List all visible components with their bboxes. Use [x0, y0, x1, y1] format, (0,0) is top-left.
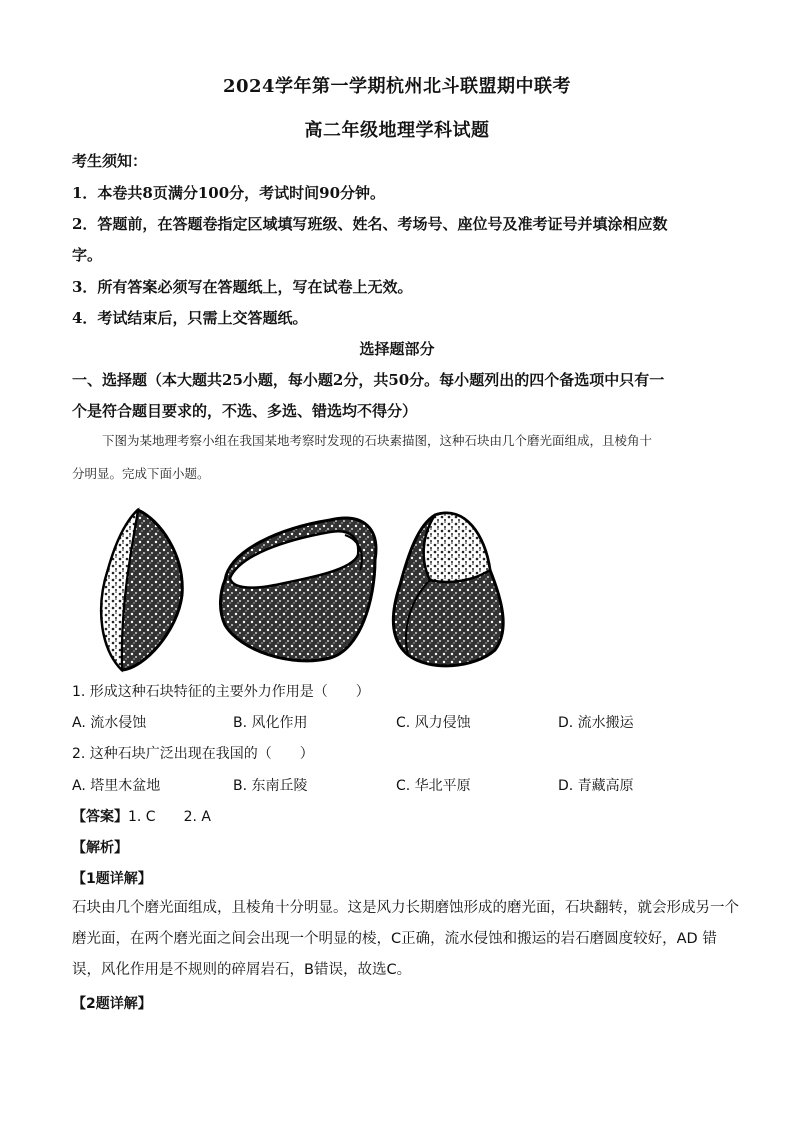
section-instruction-1: 一、选择题（本大题共25小题，每小题2分，共50分。每小题列出的四个备选项中只有一 [72, 371, 665, 389]
question-2-option-d[interactable]: D. 青藏高原 [558, 778, 634, 794]
q1-analysis-line-1: 石块由几个磨光面组成，且棱角十分明显。这是风力长期磨蚀形成的磨光面，石块翻转，就会形成另一个 [72, 900, 739, 916]
question-2-option-c[interactable]: C. 华北平原 [396, 778, 471, 794]
question-2-option-b[interactable]: B. 东南丘陵 [233, 778, 308, 794]
analysis-label: 【解析】 [72, 840, 128, 856]
question-1-stem: 1. 形成这种石块特征的主要外力作用是（ ） [72, 684, 370, 700]
question-1-option-a[interactable]: A. 流水侵蚀 [72, 715, 147, 731]
notice-heading: 考生须知： [72, 152, 148, 170]
q2-analysis-label: 【2题详解】 [72, 996, 152, 1012]
notice-item-3: 3．所有答案必须写在答题纸上，写在试卷上无效。 [72, 278, 413, 296]
rock-sketch-figure [90, 500, 540, 680]
question-intro-2: 分明显。完成下面小题。 [72, 466, 210, 481]
notice-item-2: 2．答题前，在答题卷指定区域填写班级、姓名、考场号、座位号及准考证号并填涂相应数 [72, 215, 668, 233]
rock-sketch-1 [101, 510, 182, 670]
question-1-option-b[interactable]: B. 风化作用 [233, 715, 308, 731]
question-intro-1: 下图为某地理考察小组在我国某地考察时发现的石块素描图，这种石块由几个磨光面组成，且棱角十 [102, 433, 653, 448]
rock-sketch-2 [220, 518, 375, 661]
question-1-option-d[interactable]: D. 流水搬运 [558, 715, 634, 731]
section-title: 选择题部分 [359, 340, 435, 358]
q1-analysis-line-2: 磨光面，在两个磨光面之间会出现一个明显的棱，C正确，流水侵蚀和搬运的岩石磨圆度较好，AD 错 [72, 931, 717, 947]
answer-line [72, 806, 211, 826]
q1-analysis-label: 【1题详解】 [72, 871, 152, 887]
rock-sketch-3 [393, 513, 503, 666]
question-1-option-c[interactable]: C. 风力侵蚀 [396, 715, 471, 731]
answer-text: 1. C 2. A [128, 809, 211, 825]
question-2-option-a[interactable]: A. 塔里木盆地 [72, 778, 161, 794]
question-2-stem: 2. 这种石块广泛出现在我国的（ ） [72, 746, 314, 762]
notice-item-1: 1．本卷共8页满分100分，考试时间90分钟。 [72, 184, 386, 202]
answer-label: 【答案】 [72, 809, 128, 825]
notice-item-4: 4．考试结束后，只需上交答题纸。 [72, 309, 308, 327]
q1-analysis-line-3: 误，风化作用是不规则的碎屑岩石，B错误，故选C。 [72, 962, 412, 978]
exam-title: 2024学年第一学期杭州北斗联盟期中联考 [222, 76, 572, 97]
exam-subtitle: 高二年级地理学科试题 [304, 120, 490, 141]
notice-item-2-cont: 字。 [72, 246, 103, 264]
section-instruction-2: 个是符合题目要求的，不选、多选、错选均不得分） [72, 402, 418, 420]
